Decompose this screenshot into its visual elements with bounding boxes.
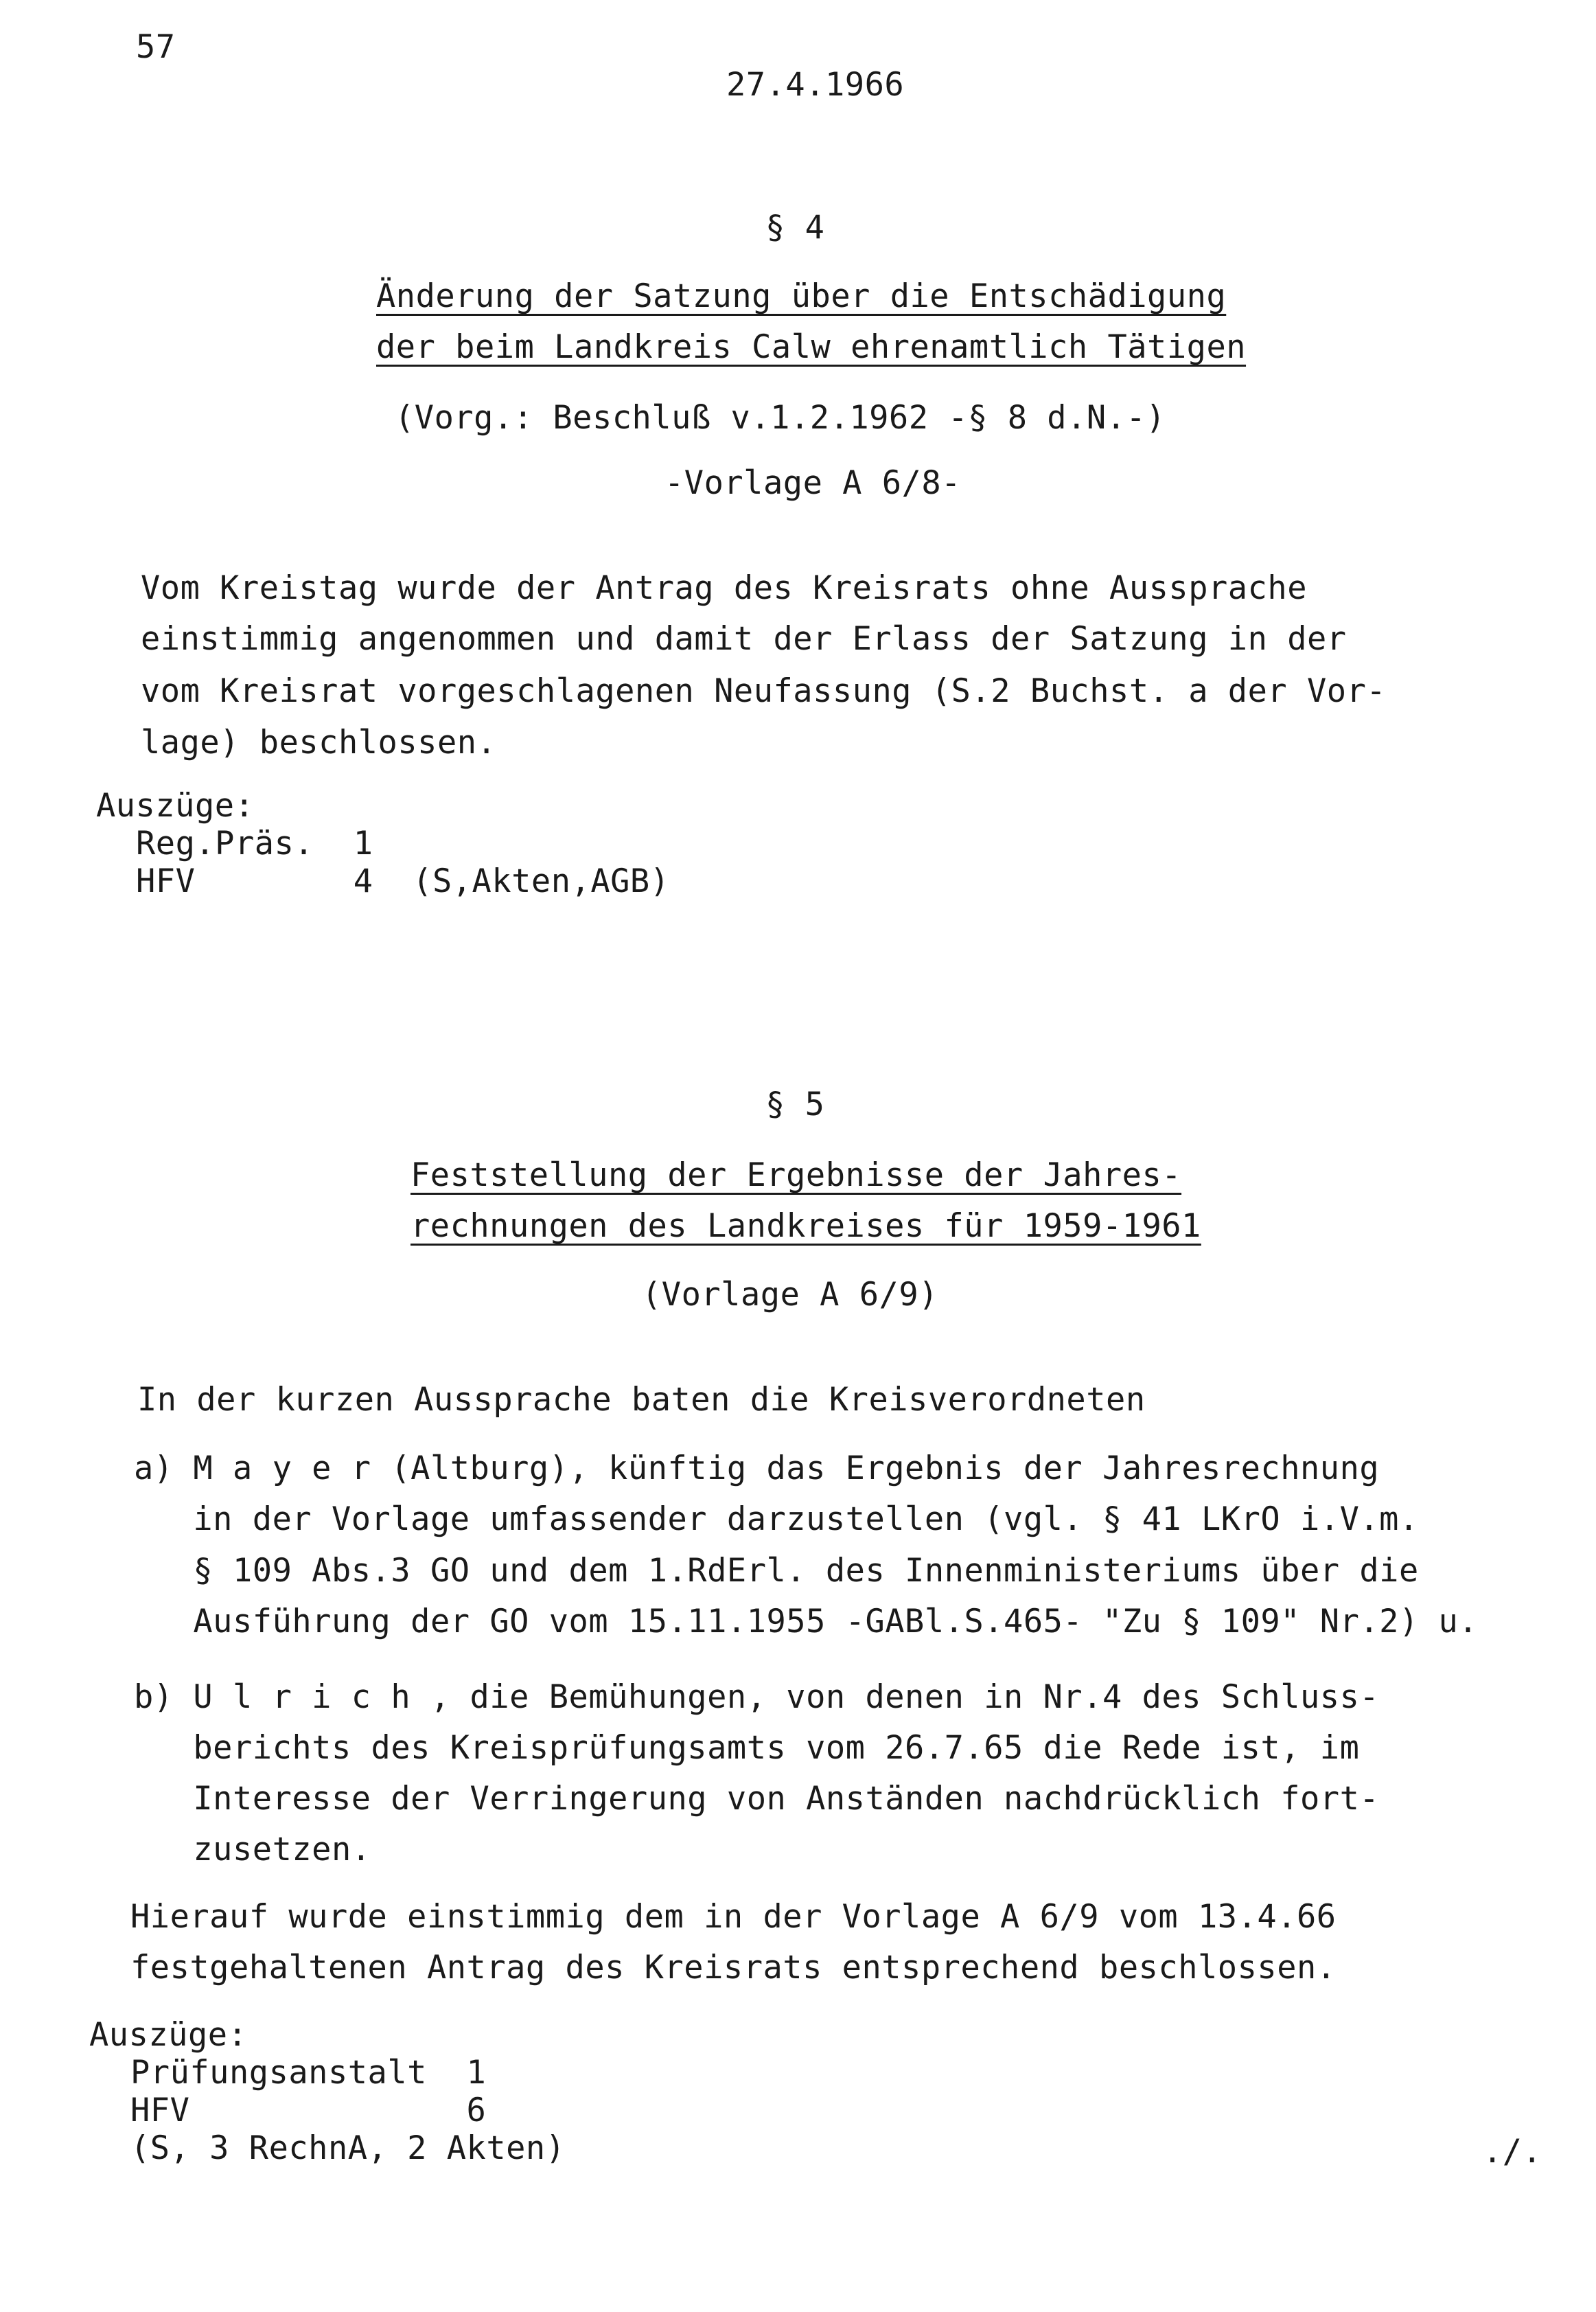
section-5-title-line1: Feststellung der Ergebnisse der Jahres- [410, 1156, 1182, 1194]
section-5-item-a-line: Ausführung der GO vom 15.11.1955 -GABl.S.465- "Zu § 109" Nr.2) u. [134, 1603, 1479, 1640]
section-5-conclusion-line: Hierauf wurde einstimmig dem in der Vorlage A 6/9 vom 13.4.66 [130, 1898, 1337, 1936]
section-5-item-b-line: Interesse der Verringerung von Anständen nachdrücklich fort- [134, 1780, 1380, 1818]
section-5-number: § 5 [765, 1086, 825, 1123]
section-4-body-line: einstimmig angenommen und damit der Erlass der Satzung in der [141, 620, 1347, 658]
section-5-item-b-line: berichts des Kreisprüfungsamts vom 26.7.65 die Rede ist, im [134, 1729, 1360, 1767]
section-5-title-line2: rechnungen des Landkreises für 1959-1961 [410, 1207, 1201, 1245]
section-4-auszug: Reg.Präs. 1 [136, 825, 373, 862]
section-5-intro: In der kurzen Aussprache baten die Kreisverordneten [137, 1381, 1146, 1419]
section-4-vorlage: -Vorlage A 6/8- [664, 464, 961, 502]
section-4-title-line1: Änderung der Satzung über die Entschädigung [376, 277, 1227, 315]
section-4-body-line: lage) beschlossen. [141, 724, 497, 762]
continuation-mark: ./. [1483, 2133, 1542, 2171]
section-4-title-line2: der beim Landkreis Calw ehrenamtlich Tätigen [376, 328, 1247, 366]
section-5-item-b-line: zusetzen. [134, 1831, 371, 1868]
section-4-number: § 4 [765, 209, 825, 247]
section-4-body-line: Vom Kreistag wurde der Antrag des Kreisrats ohne Aussprache [141, 569, 1307, 607]
section-5-item-a-line: in der Vorlage umfassender darzustellen (vgl. § 41 LKrO i.V.m. [134, 1500, 1419, 1538]
section-5-vorlage: (Vorlage A 6/9) [642, 1276, 938, 1314]
date: 27.4.1966 [726, 66, 905, 104]
section-5-auszug: Prüfungsanstalt 1 [130, 2054, 487, 2092]
section-4-auszug: HFV 4 (S,Akten,AGB) [136, 862, 670, 900]
section-4-auszuege-label: Auszüge: [96, 787, 255, 825]
section-5-auszuege-label: Auszüge: [89, 2016, 248, 2054]
page-number: 57 [136, 28, 176, 66]
section-5-item-a-line: a) M a y e r (Altburg), künftig das Ergebnis der Jahresrechnung [134, 1450, 1380, 1487]
section-4-body-line: vom Kreisrat vorgeschlagenen Neufassung (S.2 Buchst. a der Vor- [141, 672, 1387, 710]
section-5-auszug: HFV 6 [130, 2092, 487, 2129]
section-5-auszug: (S, 3 RechnA, 2 Akten) [130, 2129, 566, 2167]
section-5-conclusion-line: festgehaltenen Antrag des Kreisrats entsprechend beschlossen. [130, 1949, 1337, 1987]
section-5-item-b-line: b) U l r i c h , die Bemühungen, von denen in Nr.4 des Schluss- [134, 1678, 1380, 1716]
section-5-item-a-line: § 109 Abs.3 GO und dem 1.RdErl. des Innenministeriums über die [134, 1552, 1419, 1590]
section-4-reference: (Vorg.: Beschluß v.1.2.1962 -§ 8 d.N.-) [395, 399, 1166, 437]
